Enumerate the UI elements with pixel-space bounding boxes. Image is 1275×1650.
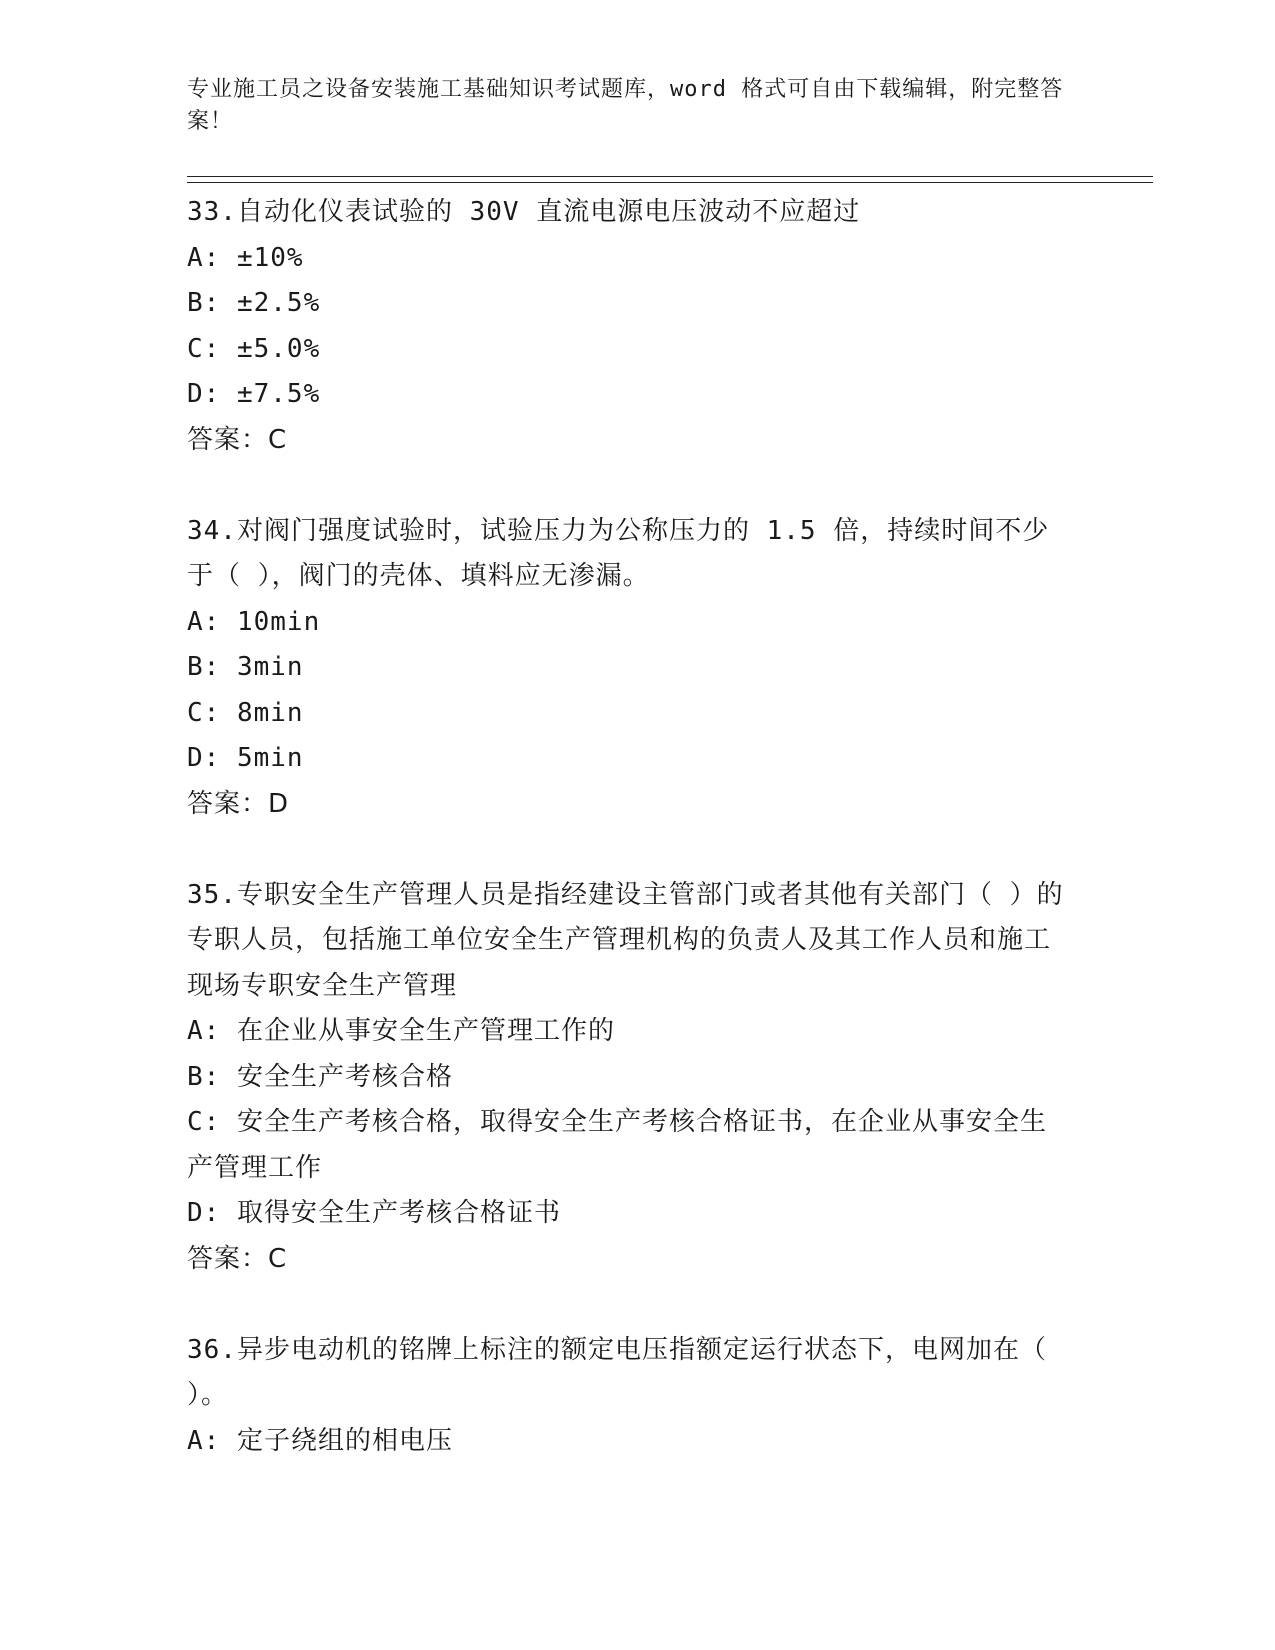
header-divider-bottom [187, 182, 1153, 183]
question-36 [187, 1328, 1067, 1465]
option-d: D: 5min [187, 743, 304, 773]
option-c: C: ±5.0% [187, 333, 321, 364]
answer: 答案：C [187, 424, 288, 455]
option-b: B: 3min [187, 652, 304, 682]
option-a: A: 10min [187, 606, 321, 637]
spacer [187, 827, 1067, 873]
option-a: A: 定子绕组的相电压 [187, 1425, 453, 1456]
option-a: A: 在企业从事安全生产管理工作的 [187, 1016, 615, 1046]
question-33 [187, 190, 1067, 463]
question-text: 35.专职安全生产管理人员是指经建设主管部门或者其他有关部门（ ）的专职人员，包括施工单位安全生产管理机构的负责人及其工作人员和施工现场专职安全生产管理 [187, 879, 1064, 1001]
question-text: 36.异步电动机的铭牌上标注的额定电压指额定运行状态下，电网加在（ ）。 [187, 1334, 1047, 1410]
option-c: C: 8min [187, 697, 304, 728]
spacer [187, 1282, 1067, 1328]
answer: 答案：D [187, 788, 290, 819]
document-header: 专业施工员之设备安装施工基础知识考试题库，word 格式可自由下载编辑，附完整答案！ [187, 77, 1064, 134]
question-text: 33.自动化仪表试验的 30V 直流电源电压波动不应超过 [187, 197, 861, 227]
option-d: D: ±7.5% [187, 379, 321, 409]
option-c: C: 安全生产考核合格，取得安全生产考核合格证书，在企业从事安全生产管理工作 [187, 1107, 1047, 1183]
answer: 答案：C [187, 1243, 288, 1274]
question-35 [187, 873, 1067, 1283]
option-b: B: 安全生产考核合格 [187, 1061, 453, 1092]
option-a: A: ±10% [187, 242, 304, 273]
option-b: B: ±2.5% [187, 288, 321, 318]
question-34 [187, 509, 1067, 828]
question-text: 34.对阀门强度试验时，试验压力为公称压力的 1.5 倍，持续时间不少于（ ），阀门的壳体、填料应无渗漏。 [187, 515, 1050, 591]
header-divider-top [187, 176, 1153, 177]
spacer [187, 463, 1067, 509]
question-list [187, 190, 1067, 1464]
option-d: D: 取得安全生产考核合格证书 [187, 1198, 561, 1228]
